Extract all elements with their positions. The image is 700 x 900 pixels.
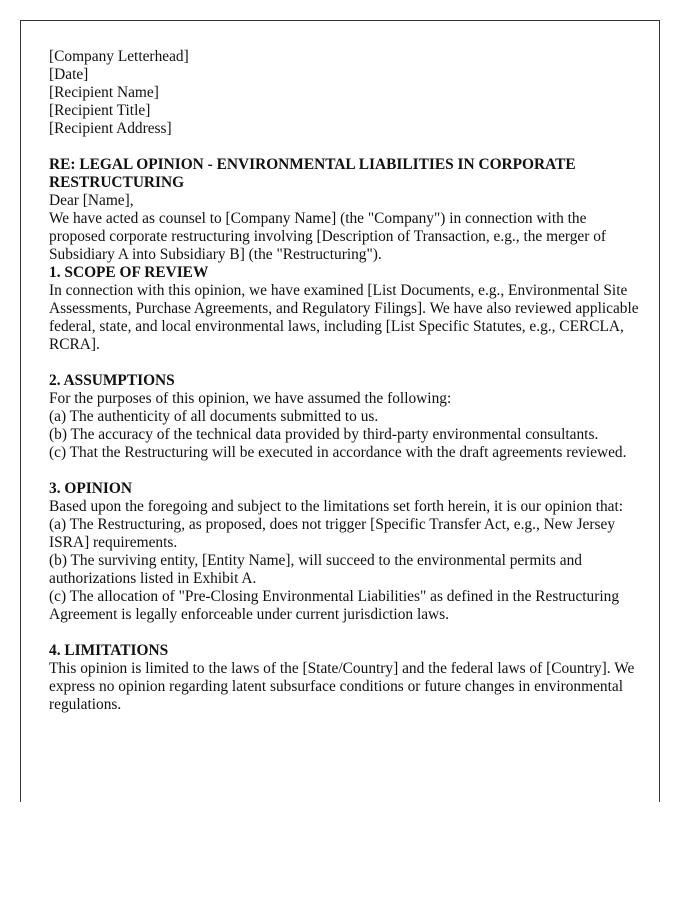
- section-assumptions: [49, 372, 641, 462]
- salutation: Dear [Name],: [49, 192, 134, 209]
- company-letterhead: [Company Letterhead]: [49, 48, 189, 65]
- section-heading: 3. OPINION: [49, 480, 132, 497]
- letter-body: [49, 48, 641, 732]
- opinion-item-b: (b) The surviving entity, [Entity Name], will succeed to the environmental permits and authorizations listed in Exhibit A.: [49, 552, 582, 587]
- subject-line: RE: LEGAL OPINION - ENVIRONMENTAL LIABILITIES IN CORPORATE RESTRUCTURING: [49, 156, 576, 191]
- opinion-item-c: (c) The allocation of "Pre-Closing Environmental Liabilities" as defined in the Restructuring Agreement is legally enforceable under current jurisdiction laws.: [49, 588, 620, 623]
- recipient-title: [Recipient Title]: [49, 102, 151, 119]
- assumption-item-c: (c) That the Restructuring will be executed in accordance with the draft agreements reviewed.: [49, 444, 627, 461]
- section-opinion: [49, 480, 641, 624]
- section-text: This opinion is limited to the laws of the [State/Country] and the federal laws of [Country]. We express no opinion regarding latent subsurface conditions or future changes in environmental regulations.: [49, 660, 635, 713]
- recipient-name: [Recipient Name]: [49, 84, 159, 101]
- section-scope-of-review: [49, 264, 641, 354]
- date-field: [Date]: [49, 66, 89, 83]
- assumption-item-b: (b) The accuracy of the technical data provided by third-party environmental consultants.: [49, 426, 599, 443]
- section-heading: 2. ASSUMPTIONS: [49, 372, 175, 389]
- section-limitations: [49, 642, 641, 714]
- letter-page: [20, 20, 660, 802]
- address-block: [49, 66, 641, 138]
- opinion-item-a: (a) The Restructuring, as proposed, does not trigger [Specific Transfer Act, e.g., New Jersey ISRA] requirements.: [49, 516, 616, 551]
- section-heading: 1. SCOPE OF REVIEW: [49, 264, 209, 281]
- recipient-address: [Recipient Address]: [49, 120, 172, 137]
- assumption-item-a: (a) The authenticity of all documents submitted to us.: [49, 408, 379, 425]
- section-text: Based upon the foregoing and subject to the limitations set forth herein, it is our opinion that:: [49, 498, 624, 515]
- section-text: For the purposes of this opinion, we have assumed the following:: [49, 390, 452, 407]
- section-text: In connection with this opinion, we have examined [List Documents, e.g., Environmental Site Assessments, Purchase Agreements, and Regulatory Filings]. We have also reviewed applicable federal, state, and local environmental laws, including [List Specific Statutes, e.g., CERCLA, RCRA].: [49, 282, 639, 353]
- section-heading: 4. LIMITATIONS: [49, 642, 169, 659]
- intro-paragraph: We have acted as counsel to [Company Name] (the "Company") in connection with the proposed corporate restructuring involving [Description of Transaction, e.g., the merger of Subsidiary A into Subsidiary B] (the "Restructuring").: [49, 210, 607, 263]
